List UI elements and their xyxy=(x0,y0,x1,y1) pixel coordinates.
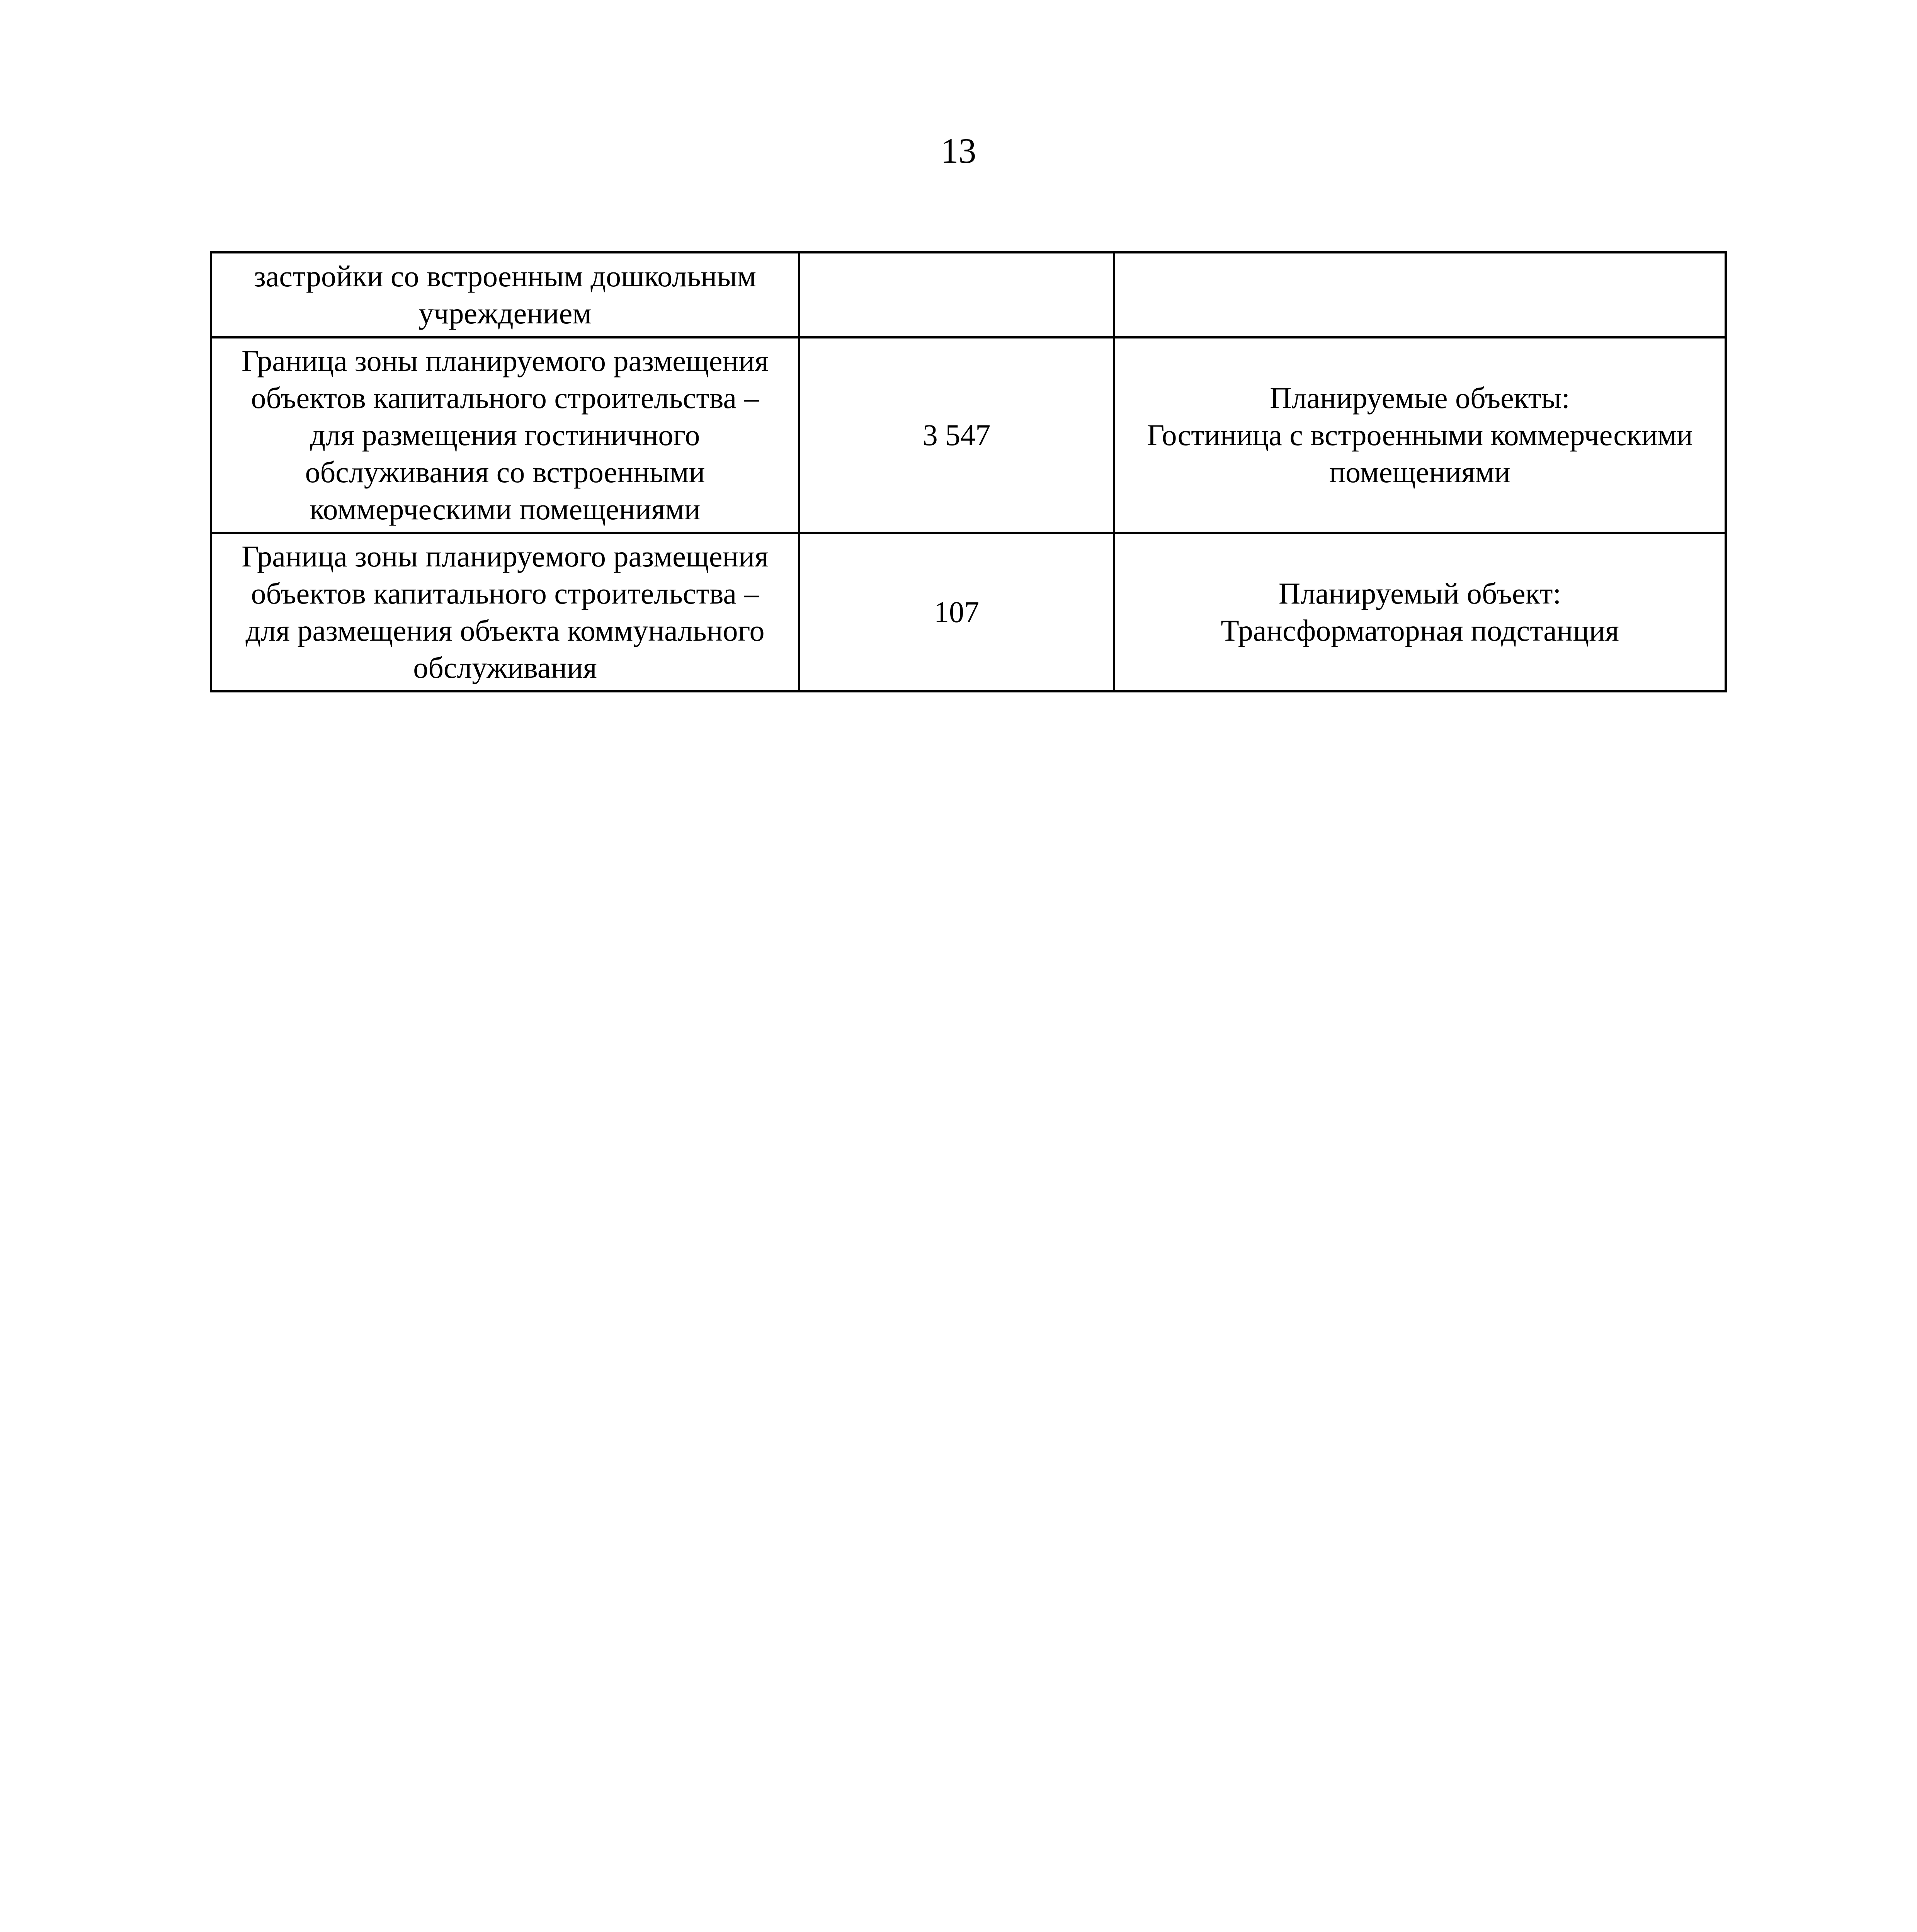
page-number: 13 xyxy=(941,131,976,170)
zone-text-line: Граница зоны планируемого размещения xyxy=(242,344,769,378)
zone-text-line: Граница зоны планируемого размещения xyxy=(242,539,769,573)
objects-text-line: помещениями xyxy=(1329,455,1510,489)
zone-cell xyxy=(211,533,799,691)
table-row xyxy=(211,252,1726,337)
zone-cell xyxy=(211,337,799,533)
objects-cell xyxy=(1114,337,1726,533)
zone-text-line: учреждением xyxy=(418,296,592,330)
table-row xyxy=(211,337,1726,533)
objects-text-line: Трансформаторная подстанция xyxy=(1221,614,1619,647)
zone-text-line: обслуживания xyxy=(413,651,597,684)
zone-cell xyxy=(211,252,799,337)
zone-text-line: для размещения гостиничного xyxy=(310,418,700,452)
zone-text-line: застройки со встроенным дошкольным xyxy=(253,259,757,293)
zone-text-line: объектов капитального строительства – xyxy=(251,577,759,610)
table-row xyxy=(211,533,1726,691)
zone-text-line: для размещения объекта коммунального xyxy=(245,614,765,647)
area-cell xyxy=(799,252,1114,337)
area-cell: 3 547 xyxy=(799,337,1114,533)
zones-table xyxy=(210,251,1727,692)
zone-text-line: коммерческими помещениями xyxy=(310,492,701,526)
objects-text-line: Гостиница с встроенными коммерческими xyxy=(1147,418,1693,452)
zone-text-line: обслуживания со встроенными xyxy=(305,455,705,489)
objects-text-line: Планируемый объект: xyxy=(1278,577,1561,610)
area-cell: 107 xyxy=(799,533,1114,691)
objects-cell xyxy=(1114,533,1726,691)
objects-text-line: Планируемые объекты: xyxy=(1270,381,1570,415)
zone-text-line: объектов капитального строительства – xyxy=(251,381,759,415)
objects-cell xyxy=(1114,252,1726,337)
